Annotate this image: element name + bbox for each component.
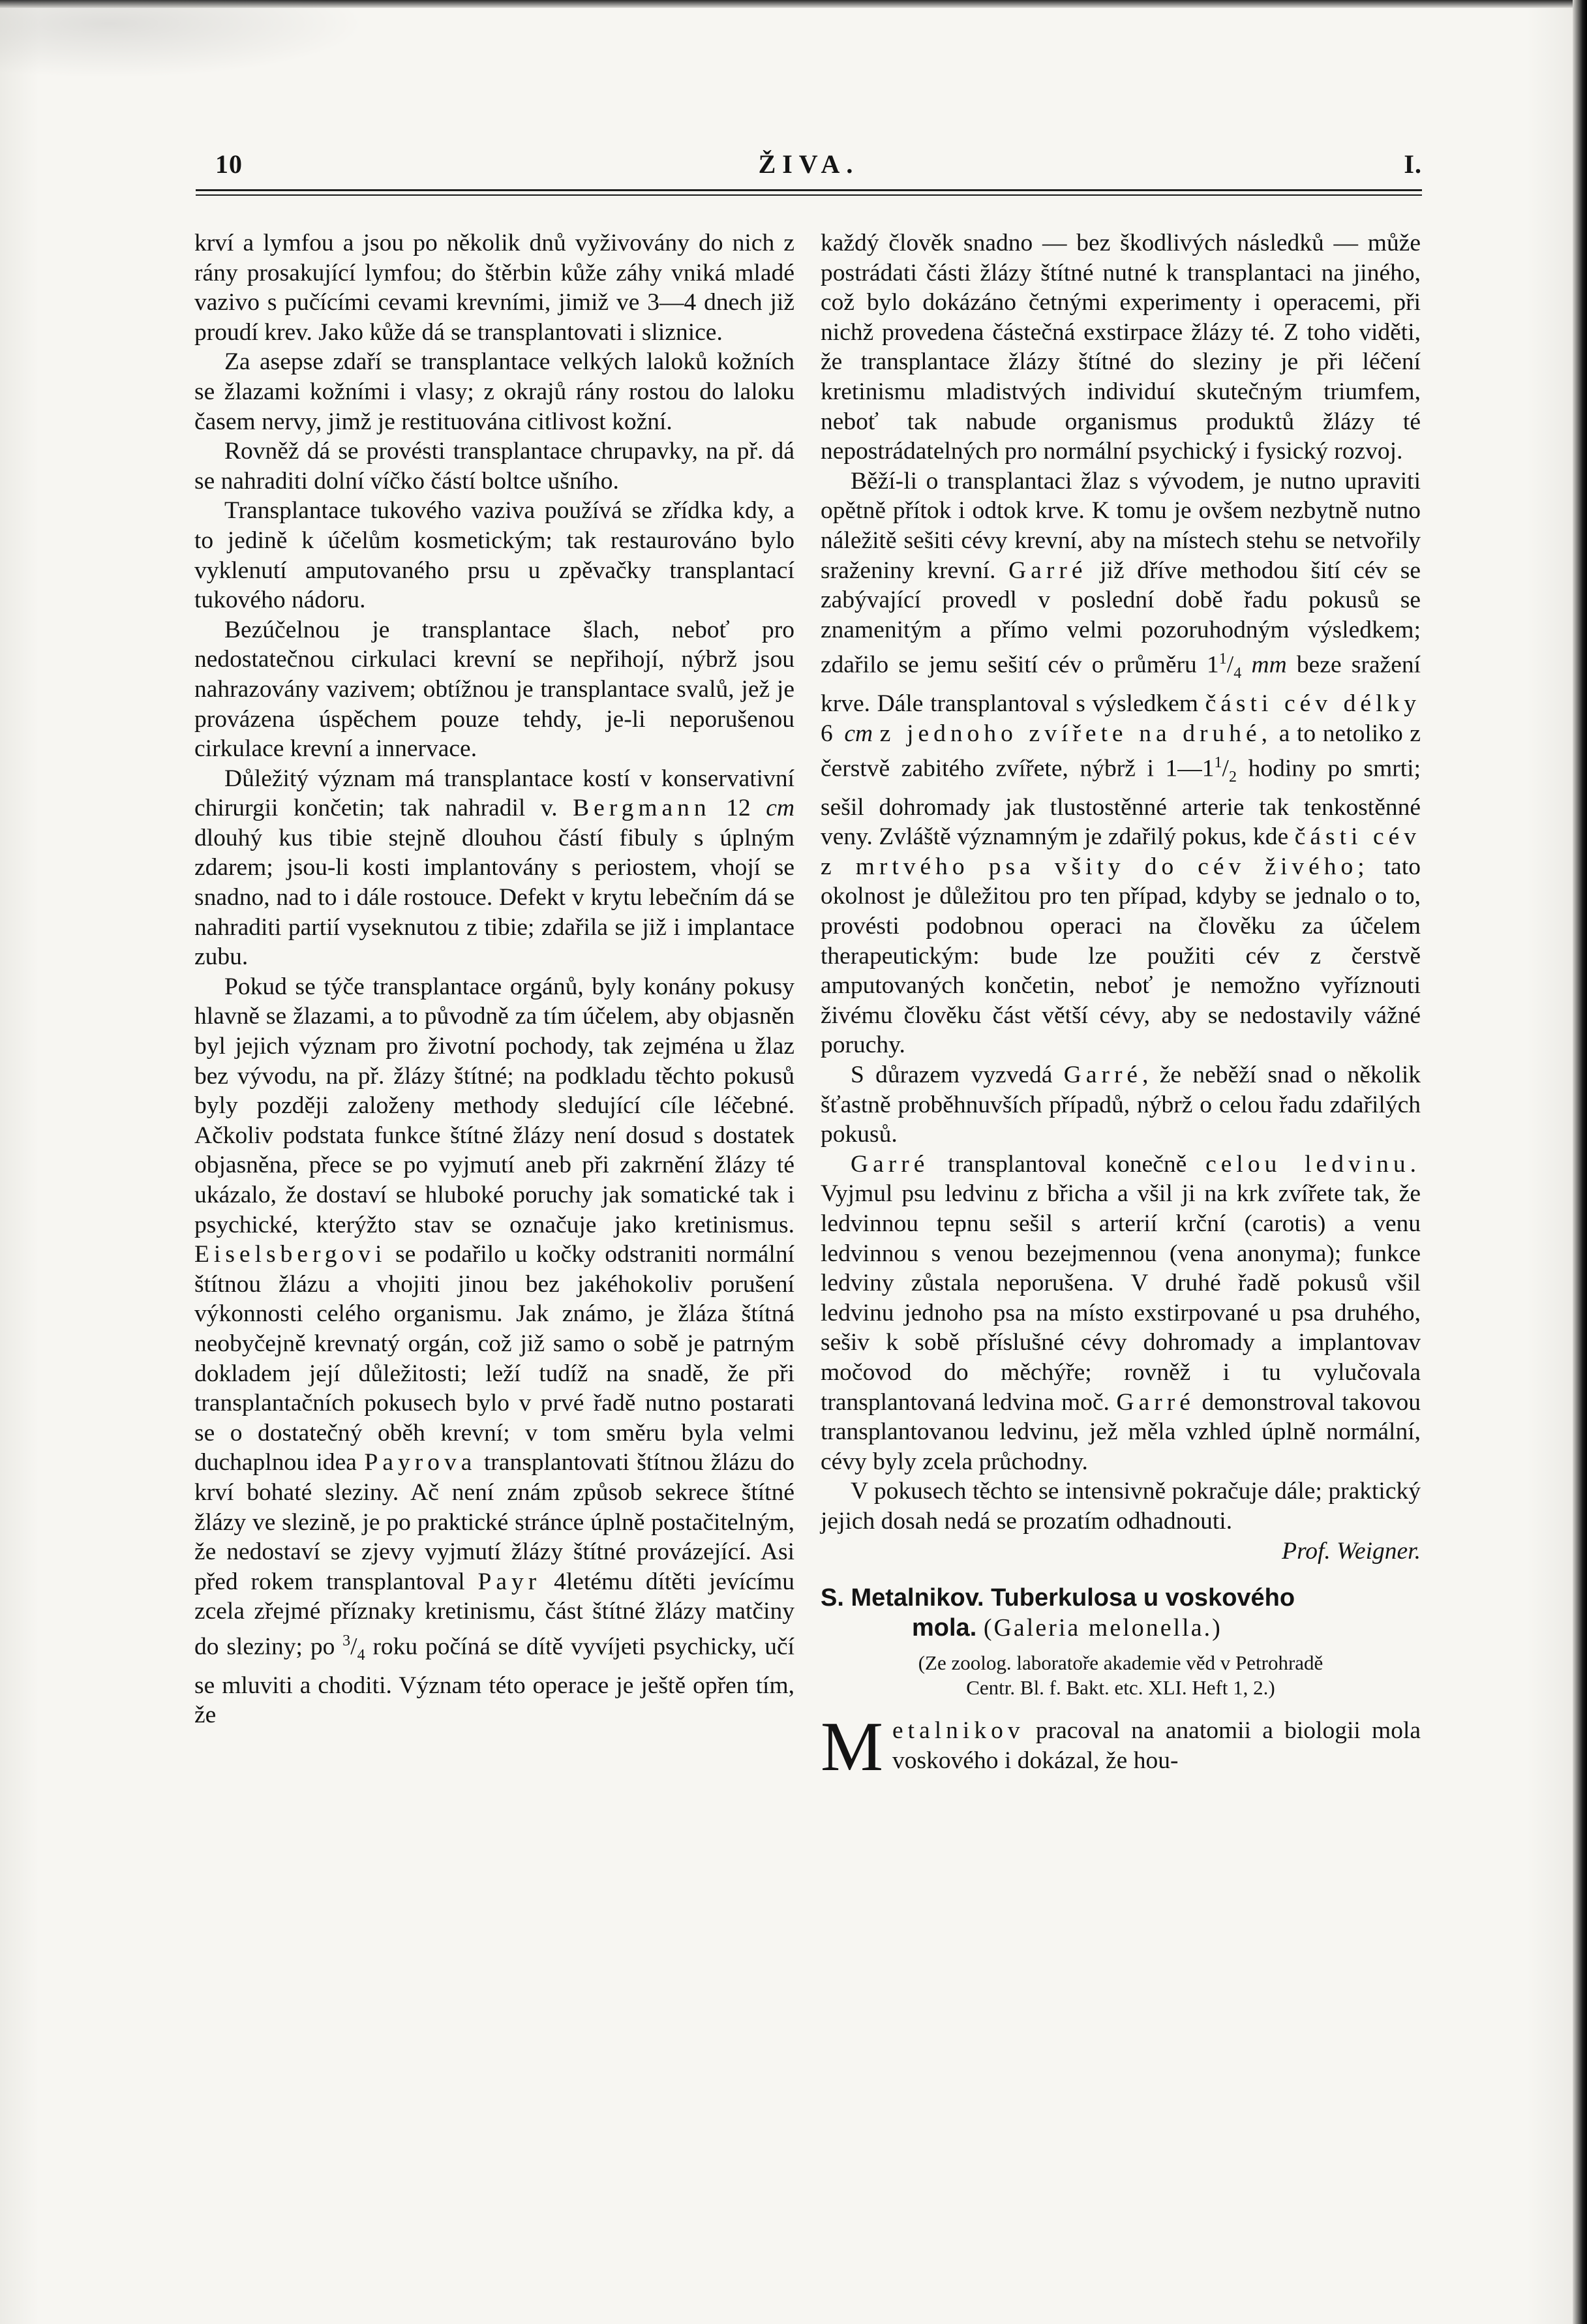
text-run: Pokud se týče transplantace orgánů, byly konány pokusy hlavně se žlazami, a to původně za tím účelem, aby objasněn byl jejich význam pro životní pochody, tak zejména u žlaz bez vývodu, na př. žlázy štítné; na podkladu těchto pokusů byly později založeny methody sledující cíle léčebné. Ačkoliv podstata funkce štítné žlázy není dosud s dostatek objasněna, přece se po vyjmutí aneb při zakrnění žlázy té ukázalo, že dostaví se hluboké poruchy jak somatické tak i psychické, kterýžto stav se označuje jako kretinismus. [194,973,794,1238]
text-run: 4letému dítěti jevícímu zcela zřejmé příznaky kretinismu, část štítné žlázy matčiny do sleziny; po [194,1568,795,1660]
scan-right-edge [1573,0,1587,2324]
author-name: Garré [1008,557,1087,584]
drop-cap: M [821,1708,884,1786]
source-line: (Ze zoolog. laboratoře akademie věd v Petrohradě [918,1651,1323,1675]
fraction-denominator: 4 [1233,665,1242,682]
unit: mm [1251,651,1287,679]
text-run: 12 [726,795,751,822]
left-column [194,228,794,1730]
emphasis-spaced: části cév z mrtvého psa všity do cév živého; [821,823,1421,880]
paragraph: Bezúčelnou je transplantace šlach, neboť pro nedostatečnou cirkulaci krevní se nepřihojí, nýbrž jsou nahrazovány vazivem; obtížnou je transplantace svalů, jež je provázena úspěchem pouze tehdy, je-li neporušenou cirkulace krevní a innervace. [194,616,794,763]
text-run: dlouhý kus tibie stejně dlouhou částí fibuly s úplným zdarem; jsou-li kosti implantovány s periostem, vhojí se snadno, nad to i dále rostouce. Defekt v krytu lebečním dá se nahraditi partií vyseknutou z tibie; zdařila se již i implantace zubu. [194,824,794,971]
unit: cm [766,795,795,822]
text-run: tato okolnost je důležitou pro ten případ, kdyby se jednalo o to, provésti podobnou operaci na člověku za účelem therapeutickým: bude lze použiti cév z čerstvě amputovaných končetin, neboť je nemožno vyříznouti živému člověku část větší cévy, aby se nedostavily vážné poruchy. [821,853,1421,1059]
scan-smudge [0,0,365,78]
paragraph [821,1150,1421,1477]
paragraph: Běží-li o transplantaci žlaz s vývodem, je nutno upraviti opětně přítok i odtok krve. K tomu je ovšem nezbytně nutno náležitě sešiti cévy krevní, aby na místech stehu se netvořily sraženiny krevní. Garré již dříve methodou šití cév se zabývající provedl v poslední době řadu pokusů se znamenitým a přímo velmi pozoruhodným výsledkem; zdařilo se jemu sešití cév o průměru $1^1/_4$ mm beze sražení krve. Dále transplantoval s výsledkem části cév délky 6 cm z jednoho zvířete na druhé, a to netoliko z čerstvě zabitého zvířete, nýbrž i $1—1^1/_2$ hodiny po smrti; sešil dohromady jak tlustostěnné arterie tak tenkostěnné veny. Zvláště významným je zdařilý pokus, kde části cév z mrtvého psa všity do cév živého; tato okolnost je důležitou pro ten případ, kdyby se jednalo o to, provésti podobnou operaci na člověku za účelem therapeutickým: bude lze použiti cév z čerstvě amputovaných končetin, neboť je nemožno vyříznouti živému člověku část větší cévy, aby se nedostavily vážné poruchy. [821,467,1421,1059]
fraction-numerator: 1 [1218,650,1227,668]
author-name: Eiselsbergovi [194,1241,387,1268]
paragraph [821,1060,1421,1150]
text-run: S důrazem vyzvedá [851,1062,1053,1089]
paragraph: Transplantace tukového vaziva používá se zřídka kdy, a to jedině k účelům kosmetickým; tak restaurováno bylo vyklenutí amputovaného prsu u zpěvačky transplantací tukového nádoru. [194,497,794,614]
article-title-line: S. Metalnikov. Tuberkulosa u voskového [821,1584,1295,1612]
fraction-denominator: 2 [1228,769,1237,786]
fraction-whole: 1 [1207,651,1219,679]
fraction-numerator: 1 [1214,754,1222,772]
fraction-denominator: 4 [357,1646,365,1664]
running-header [196,149,1422,188]
volume-number: I. [1404,149,1422,179]
text-run: Běží-li o transplantaci žlaz s vývodem, je nutno upraviti opětně přítok i odtok krve. K tomu je ovšem nezbytně nutno náležitě sešiti cévy krevní, aby na místech stehu se netvořily sraženiny krevní. [821,467,1421,584]
journal-title: ŽIVA. [758,149,860,179]
text-run: pracoval na anatomii a biologii mola voskového i dokázal, že hou- [892,1717,1421,1774]
paragraph: Rovněž dá se provésti transplantace chrupavky, na př. dá se nahraditi dolní víčko částí boltce ušního. [194,438,794,495]
author-name: Payrova [364,1449,477,1476]
author-name: Garré [1116,1388,1195,1416]
paragraph [194,764,794,972]
right-column [821,228,1421,1786]
author-name: Bergmann [573,795,711,822]
author-name: Garré [1063,1062,1143,1089]
emphasis-spaced: části cév délky 6 [821,690,1421,747]
header-rule-top [196,189,1422,191]
text-run: demonstroval takovou transplantovanou ledvinu, jež měla vzhled úplně normální, cévy byly zcela průchodny. [821,1388,1421,1475]
text-run: hodiny po smrti; sešil dohromady jak tlustostěnné arterie tak tenkostěnné veny. Zvláště významným je zdařilý pokus, kde [821,755,1421,851]
fraction-numerator: 3 [342,1632,351,1649]
author-name: Garré [851,1150,930,1178]
paragraph: každý člověk snadno — bez škodlivých následků — může postrádati části žlázy štítné nutné k transplantaci na jiného, což bylo dokázáno četnými experimenty i operacemi, při nichž provedena částečná exstirpace žlázy té. Z toho viděti, že transplantace žlázy štítné do sleziny je při léčení kretinismu mladistvých individuí skutečným triumfem, neboť tak nabude organismus produktů žlázy té nepostrádatelných pro normální psychický i fysický rozvoj. [821,230,1421,465]
time-range: 1—1 [1165,755,1215,782]
source-line: Centr. Bl. f. Bakt. etc. XLI. Heft 1, 2.) [966,1676,1275,1700]
text-run: se podařilo u kočky odstraniti normální štítnou žlázu a vhojiti jinou bez jakéhokoliv porušení výkonnosti celého organismu. Jak známo, je žláza štítná neobyčejně krevnatý orgán, což již samo o sobě je patrným dokladem její důležitosti; leží tudíž na snadě, že při transplantačních pokusech bylo v prvé řadě nutno postarati se o dostatečný oběh krevní; v tom směru byla velmi duchaplnou idea [194,1241,795,1476]
text-run: Důležitý význam má transplantace kostí v konservativní chirurgii končetin; tak nahradil v. [194,765,794,822]
emphasis-spaced: z jednoho zvířete na druhé, [879,720,1273,747]
paragraph: Pokud se týče transplantace orgánů, byly konány pokusy hlavně se žlazami, a to původně za tím účelem, aby objasněn byl jejich význam pro životní pochody, tak zejména u žlaz bez vývodu, na př. žlázy štítné; na podkladu těchto pokusů byly později založeny methody sledující cíle léčebné. Ačkoliv podstata funkce štítné žlázy není dosud s dostatek objasněna, přece se po vyjmutí aneb při zakrnění žlázy té ukázalo, že dostaví se hluboké poruchy jak somatické tak i psychické, kterýžto stav se označuje jako kretinismus. Eiselsbergovi se podařilo u kočky odstraniti normální štítnou žlázu a vhojiti jinou bez jakéhokoliv porušení výkonnosti celého organismu. Jak známo, je žláza štítná neobyčejně krevnatý orgán, což již samo o sobě je patrným dokladem její důležitosti; leží tudíž na snadě, že při transplantačních pokusech bylo v prvé řadě nutno postarati se o dostatečný oběh krevní; v tom směru byla velmi duchaplnou idea Payrova transplantovati štítnou žlázu do krví bohaté sleziny. Ač není znám způsob sekrece štítné žlázy ve slezině, je po praktické stránce úplně postačitelným, že nedostaví se zjevy vyjmutí žlázy štítné provázející. Asi před rokem transplantoval Payr 4letému dítěti jevícímu zcela zřejmé příznaky kretinismu, část štítné žlázy matčiny do sleziny; po $^3/_4$ roku počíná se dítě vyvíjeti psychicky, učí se mluviti a choditi. Význam této operace je ještě opřen tím, že [194,973,795,1729]
paragraph: Za asepse zdaří se transplantace velkých laloků kožních se žlazami kožními i vlasy; z okrajů rány rostou do laloku časem nervy, jimž je restituována citlivost kožní. [194,348,794,435]
text-run: a to netoliko z čerstvě zabitého zvířete, nýbrž i [821,720,1421,782]
text-run: , že neběží snad o několik šťastně proběhnuvších případů, nýbrž o celou řadu zdařilých pokusů. [821,1062,1421,1148]
paragraph: V pokusech těchto se intensivně pokračuje dále; praktický jejich dosah nedá se prozatím odhadnouti. [821,1478,1421,1535]
unit: cm [844,720,873,747]
article-source [821,1651,1421,1700]
article-title [821,1583,1421,1643]
genus-name: (Galeria melonella.) [983,1614,1222,1642]
text-run: beze sražení krve. Dále transplantoval s výsledkem [821,651,1421,717]
article-title-word: mola. [912,1614,977,1642]
article-lead [821,1708,1421,1786]
author-name: etalnikov [892,1717,1025,1745]
text-run: transplantovati štítnou žlázu do krví bohaté sleziny. Ač není znám způsob sekrece štítné žlázy ve slezině, je po praktické stránce úplně postačitelným, že nedostaví se zjevy vyjmutí žlázy štítné provázející. Asi před rokem transplantoval [194,1449,795,1595]
emphasis-spaced: celou ledvinu. [1205,1150,1421,1178]
text-run: roku počíná se dítě vyvíjeti psychicky, učí se mluviti a choditi. Význam této operace je ještě opřen tím, že [194,1633,795,1729]
header-rule-bottom [196,194,1422,196]
text-run: transplantoval konečně [948,1150,1187,1178]
article-title-line [821,1613,1421,1643]
page-number: 10 [215,149,243,179]
author-name: Payr [477,1568,541,1595]
signature: Prof. Weigner. [1282,1537,1421,1565]
text-run: již dříve methodou šití cév se zabývající provedl v poslední době řadu pokusů se znamenitým a přímo velmi pozoruhodným výsledkem; zdařilo se jemu sešití cév o průměru [821,557,1421,679]
paragraph: krví a lymfou a jsou po několik dnů vyživovány do nich z rány prosakující lymfou; do štěrbin kůže záhy vniká mladé vazivo s pučícími cevami krevními, jimiž ve 3—4 dnech již proudí krev. Jako kůže dá se transplantovati i sliznice. [194,230,794,346]
text-run: Vyjmul psu ledvinu z břicha a všil ji na krk zvířete tak, že ledvinnou tepnu sešil s arterií krční (carotis) a venu ledvinnou s venou bezejmennou (vena anonyma); funkce ledviny zůstala neporušena. V druhé řadě pokusů všil ledvinu jednoho psa na místo exstirpované u psa druhého, sešiv k sobě příslušné cévy dohromady a implantovav močovod do měchýře; rovněž i tu vylučovala transplantovaná ledvina moč. [821,1180,1421,1416]
